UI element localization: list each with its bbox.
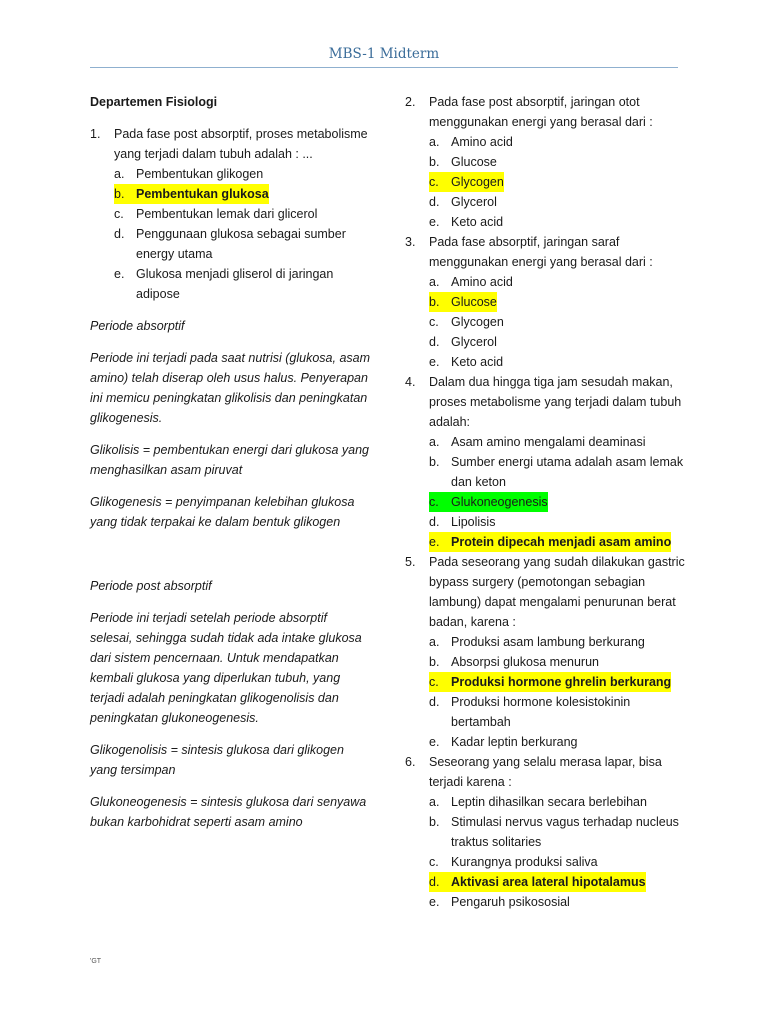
question-3 [405,232,690,272]
option-a [429,132,690,152]
option-letter: c. [114,207,124,221]
option-d [114,224,372,264]
option-text: Pengaruh psikososial [451,895,570,909]
header-divider [90,67,678,68]
option-letter: e. [429,355,440,369]
option-text: Lipolisis [451,515,496,529]
question-number: 3. [405,235,416,249]
option-e [429,352,690,372]
question-2 [405,92,690,132]
question-number: 2. [405,95,416,109]
option-letter: c. [429,495,439,509]
option-text: Protein dipecah menjadi asam amino [451,535,672,549]
option-b-highlighted [429,292,497,312]
option-letter: d. [429,515,440,529]
department-heading: Departemen Fisiologi [90,95,218,109]
note-heading-post-absorptive: Periode post absorptif [90,579,212,593]
question-3-options [429,272,690,372]
question-text: Seseorang yang selalu merasa lapar, bisa terjadi karena : [429,755,662,789]
option-text: Produksi asam lambung berkurang [451,635,645,649]
option-letter: d. [114,227,125,241]
option-text: Glycerol [451,195,497,209]
option-letter: a. [429,435,440,449]
option-text: Glycogen [451,315,504,329]
question-1 [90,124,372,164]
option-letter: a. [429,635,440,649]
option-a [429,632,690,652]
question-number: 6. [405,755,416,769]
question-4 [405,372,690,432]
question-5-options [429,632,690,752]
option-letter: b. [114,187,125,201]
question-text: Pada fase post absorptif, proses metabolisme yang terjadi dalam tubuh adalah : ... [114,127,368,161]
option-c-highlighted [429,672,671,692]
note-paragraph: Periode ini terjadi pada saat nutrisi (glukosa, asam amino) telah diserap oleh usus halus. Penyerapan ini memicu peningkatan glikolisis dan peningkatan glikogenesis. [90,351,371,425]
question-number: 5. [405,555,416,569]
option-text: Glucose [451,155,497,169]
option-letter: c. [429,855,439,869]
option-a [429,792,690,812]
option-text: Pembentukan glikogen [136,167,264,181]
question-4-options [429,432,690,552]
option-e-highlighted [429,532,671,552]
option-text: Glucose [451,295,497,309]
right-column [405,92,690,912]
option-e [429,212,690,232]
option-c [429,852,690,872]
option-d [429,512,690,532]
option-letter: d. [429,335,440,349]
option-text: Keto acid [451,215,504,229]
option-text: Stimulasi nervus vagus terhadap nucleus traktus solitaries [451,815,679,849]
option-text: Amino acid [451,275,513,289]
option-text: Amino acid [451,135,513,149]
option-text: Asam amino mengalami deaminasi [451,435,646,449]
option-letter: b. [429,295,440,309]
option-letter: b. [429,155,440,169]
option-letter: c. [429,175,439,189]
question-text: Pada seseorang yang sudah dilakukan gastric bypass surgery (pemotongan sebagian lambung) dapat mengalami penurunan berat badan, karena : [429,555,685,629]
note-paragraph: Glikogenolisis = sintesis glukosa dari glikogen yang tersimpan [90,743,344,777]
question-6 [405,752,690,792]
option-d-highlighted [429,872,646,892]
option-text: Glukoneogenesis [451,495,548,509]
option-letter: e. [429,215,440,229]
option-letter: a. [429,275,440,289]
question-text: Pada fase post absorptif, jaringan otot menggunakan energi yang berasal dari : [429,95,653,129]
option-e [114,264,372,304]
question-6-options [429,792,690,912]
option-letter: e. [429,895,440,909]
option-text: Absorpsi glukosa menurun [451,655,599,669]
option-text: Aktivasi area lateral hipotalamus [451,875,646,889]
option-letter: a. [429,135,440,149]
question-text: Dalam dua hingga tiga jam sesudah makan, proses metabolisme yang terjadi dalam tubuh adalah: [429,375,682,429]
note-paragraph: Periode ini terjadi setelah periode absorptif selesai, sehingga sudah tidak ada intake glukosa dari sistem pencernaan. Untuk mendapatkan kembali glukosa yang diperlukan tubuh, yang terjadi adalah peningkatan glikogenolisis dan peningkatan glukoneogenesis. [90,611,362,725]
option-letter: a. [429,795,440,809]
footer-mark: 'GT [90,958,102,965]
left-column [90,92,372,832]
option-letter: e. [429,735,440,749]
option-text: Penggunaan glukosa sebagai sumber energy utama [136,227,346,261]
question-text: Pada fase absorptif, jaringan saraf menggunakan energi yang berasal dari : [429,235,653,269]
question-1-options [114,164,372,304]
option-text: Leptin dihasilkan secara berlebihan [451,795,647,809]
option-text: Pembentukan lemak dari glicerol [136,207,318,221]
option-b [429,652,690,672]
note-paragraph: Glukoneogenesis = sintesis glukosa dari senyawa bukan karbohidrat seperti asam amino [90,795,367,829]
option-b [429,452,690,492]
question-number: 4. [405,375,416,389]
option-letter: e. [429,535,440,549]
option-text: Glycogen [451,175,504,189]
option-a [429,272,690,292]
question-number: 1. [90,127,101,141]
note-paragraph: Glikolisis = pembentukan energi dari glukosa yang menghasilkan asam piruvat [90,443,369,477]
option-b-highlighted [114,184,269,204]
option-letter: c. [429,315,439,329]
option-b [429,152,690,172]
option-letter: b. [429,455,440,469]
option-letter: d. [429,195,440,209]
option-a [429,432,690,452]
question-2-options [429,132,690,232]
question-5 [405,552,690,632]
option-letter: b. [429,815,440,829]
option-d [429,332,690,352]
option-e [429,732,690,752]
option-letter: a. [114,167,125,181]
option-text: Keto acid [451,355,504,369]
option-b [429,812,690,852]
option-c-highlighted [429,172,504,192]
option-text: Produksi hormone kolesistokinin bertambah [451,695,631,729]
option-letter: d. [429,695,440,709]
option-letter: c. [429,675,439,689]
option-text: Pembentukan glukosa [136,187,269,201]
option-letter: d. [429,875,440,889]
option-c-highlighted-green [429,492,548,512]
note-paragraph: Glikogenesis = penyimpanan kelebihan glukosa yang tidak terpakai ke dalam bentuk glikogen [90,495,355,529]
option-letter: b. [429,655,440,669]
option-c [429,312,690,332]
option-text: Kadar leptin berkurang [451,735,578,749]
note-heading-absorptive: Periode absorptif [90,319,185,333]
option-text: Glycerol [451,335,497,349]
option-e [429,892,690,912]
option-c [114,204,372,224]
option-d [429,192,690,212]
option-d [429,692,690,732]
option-letter: e. [114,267,125,281]
option-text: Sumber energi utama adalah asam lemak dan keton [451,455,684,489]
option-text: Kurangnya produksi saliva [451,855,598,869]
option-text: Glukosa menjadi gliserol di jaringan adipose [136,267,334,301]
page-header-title: MBS-1 Midterm [328,46,440,62]
option-a [114,164,372,184]
option-text: Produksi hormone ghrelin berkurang [451,675,672,689]
